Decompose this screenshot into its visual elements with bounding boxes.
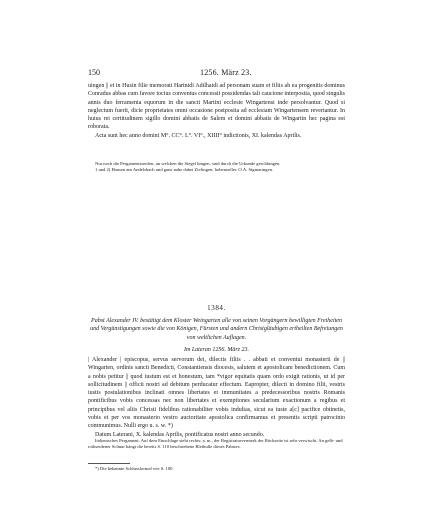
document-notes (88, 438, 345, 451)
running-date: 1256. März 23. (200, 68, 252, 77)
previous-document-text (88, 82, 345, 140)
apparatus-note: Nur noch die Pergamentstreifen, an welchen die Siegel hingen, sind durch die Urkunde geschlungen. (95, 161, 281, 166)
body-paragraph: | Alexander | episcopus, servus servorum dei, dilectis filiis . . abbati et conventui monasterii de || Wingarten, ordinis sancti Benedicti, Constantiensis diocesis, salutem et apostolicam benedictionem. Cum a nobis petitur || quod iustum est et honestum, tam *vigor equitatis quam ordo exigit rationis, ut id per sollicitudinem || officii nostri ad debitum perducatur effectum. Eapropter, dilecti in domino filii, vestris iustis postulationibus inclinati omnes libertates et immunitates a predecessoribus nostris Romanis pontificibus vobis concessas nec non libertates et exemptiones secularium exactionum a regibus et principibus vel aliis Christi fidelibus rationabiliter vobis indultas, sicut ea iuste a[c] pacifice obtinetis, vobis et per vos monasterio vestro auctoritate apostolica confirmamus et presentis scripti patrocinio communimus. Nulli ergo u. s. w. *) (88, 357, 345, 430)
footnote: *) Die bekannte Schlussformel wie S. 100. (95, 466, 174, 471)
body-paragraph: uingen || et in Husin filie memorati Hartnidi Adilhaidi ad personam suam et filiis ab ea progenitis dominus Conradus abbas cum favore tocius conventus concessit possidendas tali caucione interposita, quod singulis annis duo ferramenta equorum in die sancti Martini ecclesie Wingartensi inde persolvantur. Quod si neglectum fuerit, dicte proprietates omni occasione postposita ad ecclesiam Wingartensem revertantur. In huius rei certitudinem sigillo domini abbatis de Salem et domini abbatis de Wingartin hec pagina est roborata. (88, 83, 345, 131)
document-footnotes (88, 466, 345, 472)
document-text (88, 356, 345, 439)
dating-clause: Acta sunt hec anno domini M°. CC°. L°. VI°., XIIII° indictionis, XI. kalendas Aprilis. (95, 132, 302, 139)
footnote-rule (88, 463, 130, 464)
page-header (88, 67, 344, 78)
document-number: 1384. (207, 304, 226, 312)
footnote: 1 und 2) Hausen am Andelsbach und ganz nahe dabei Ziefingen, hohenzoller. O.A. Sigmaringen. (95, 167, 274, 173)
previous-document-notes (88, 161, 345, 174)
document-summary: Pabst Alexander IV. bestätigt dem Kloster Weingarten alle von seinen Vorgängern bewilligten Freiheiten und Vergünstigungen sowie die von Königen, Fürsten und andern Christgläubigen ertheilten Befreiungen von weltlichen Auflagen. (90, 318, 343, 341)
page-number: 150 (88, 68, 100, 77)
apparatus-note: Italienisches Pergament. Auf dem Einschlage steht rechts: a. m., der Registraturvermerk der Rückseite ist sehr verwischt. An gelb- und rothseidener Schnur hängt die bereits S. 110 beschriebene Bleibulle dieses Pabstes. (88, 438, 343, 450)
place-and-date: Im Lateran 1256. März 23. (183, 347, 249, 353)
dating-clause: Datum Laterani, X. kalendas Aprilis, pontificatus nostri anno secundo. (95, 431, 265, 438)
